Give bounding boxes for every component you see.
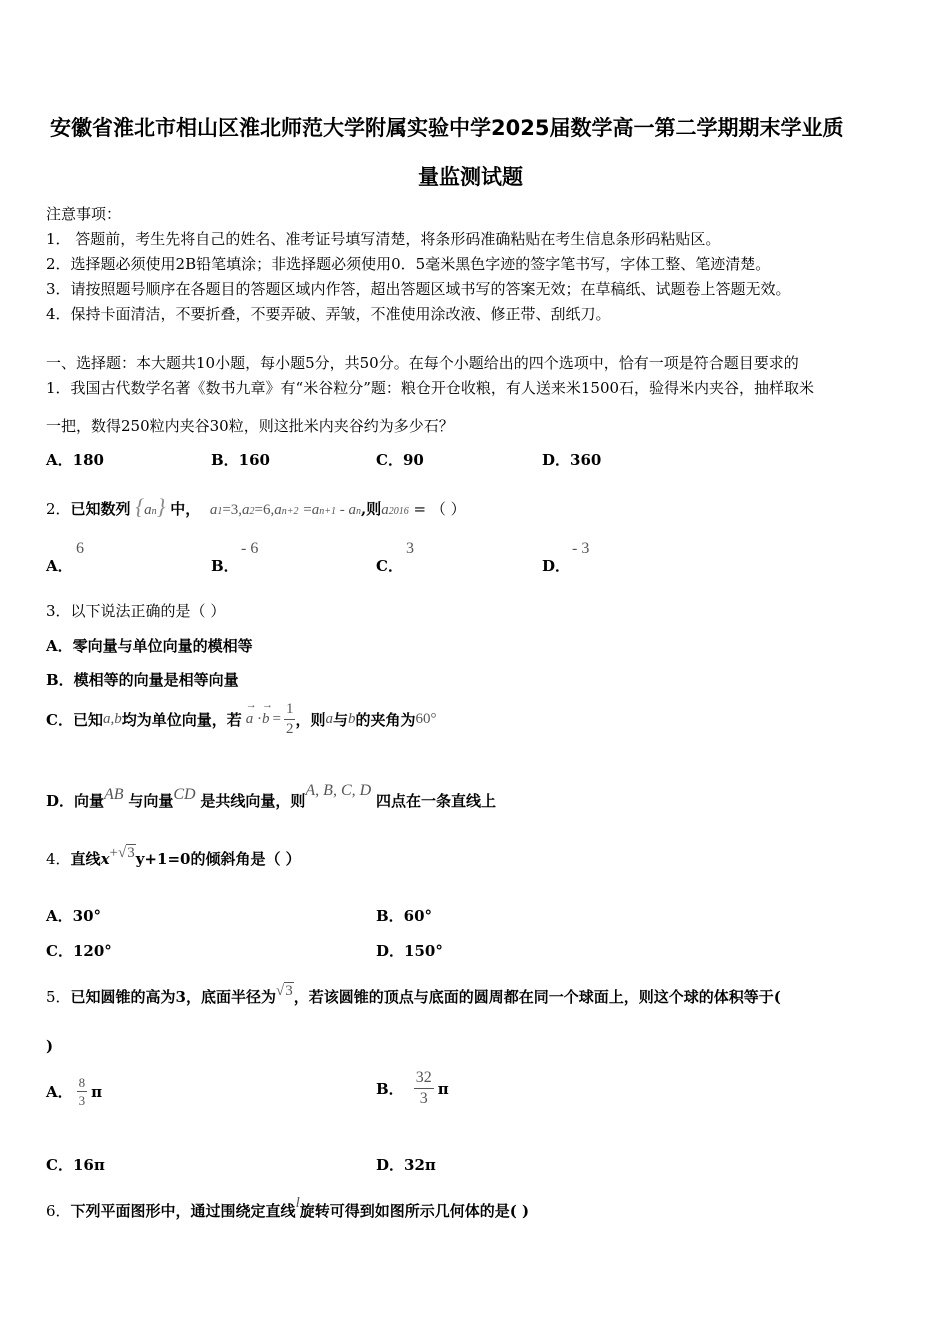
q5-stem: 5．已知圆锥的高为3，底面半径为√3，若该圆锥的顶点与底面的圆周都在同一个球面上，则这个球的体积等于( xyxy=(46,983,781,1006)
notice-item-4: 4．保持卡面清洁，不要折叠，不要弄破、弄皱，不准使用涂改液、修正带、刮纸刀。 xyxy=(46,305,611,323)
page-title-continued: 量监测试题 xyxy=(418,165,523,189)
q1-stem-line2: 一把，数得250粒内夹谷30粒，则这批米内夹谷约为多少石？ xyxy=(46,417,454,435)
q5-option-b: B． $\frac{32}{3}$ π xyxy=(376,1069,449,1107)
q2-option-d-value: - 3 xyxy=(572,540,590,557)
q3-option-b: B．模相等的向量是相等向量 xyxy=(46,671,239,689)
q2-option-a-label: A． xyxy=(46,557,73,575)
q1-option-c: C．90 xyxy=(376,451,424,469)
q4-option-b: B．60° xyxy=(376,907,433,925)
q3-option-d: D．向量AB 与向量CD 是共线向量，则A, B, C, D 四点在一条直线上 xyxy=(46,782,496,810)
q2-option-c-label: C． xyxy=(376,557,403,575)
q3-option-c: C．已知 a,b 均为单位向量，若 → a · → b = $\frac{1}{2}$ ，则 a 与 b 的夹角为 60° xyxy=(46,699,437,737)
notice-item-1: 1． 答题前，考生先将自己的姓名、准考证号填写清楚，将条形码准确粘贴在考生信息条形码粘贴区。 xyxy=(46,230,721,248)
q3-option-a: A．零向量与单位向量的模相等 xyxy=(46,637,253,655)
q4-option-a: A．30° xyxy=(46,907,102,925)
q5-option-d: D．32π xyxy=(376,1156,436,1174)
q2-stem: 2．已知数列 {an} 中， a1=3,a2=6,an+2 =an+1 - an,则a2016 = （ ） xyxy=(46,494,466,519)
q1-option-b: B．160 xyxy=(211,451,270,469)
section-heading: 一、选择题：本大题共10小题，每小题5分，共50分。在每个小题给出的四个选项中，恰有一项是符合题目要求的 xyxy=(46,354,799,372)
q4-stem: 4．直线x+√3y+1=0的倾斜角是（ ） xyxy=(46,845,301,868)
q2-option-a-value: 6 xyxy=(76,540,84,557)
q2-option-d-label: D． xyxy=(542,557,571,575)
q4-option-d: D．150° xyxy=(376,942,443,960)
q5-option-a: A． $\frac{8}{3}$ π xyxy=(46,1075,103,1108)
q2-option-b-value: - 6 xyxy=(241,540,259,557)
q2-option-c-value: 3 xyxy=(406,540,414,557)
q1-option-d: D．360 xyxy=(542,451,602,469)
q4-option-c: C．120° xyxy=(46,942,112,960)
notice-item-2: 2．选择题必须使用2B铅笔填涂；非选择题必须使用0．5毫米黑色字迹的签字笔书写，字体工整、笔迹清楚。 xyxy=(46,255,771,273)
notice-item-3: 3．请按照题号顺序在各题目的答题区域内作答，超出答题区域书写的答案无效；在草稿纸、试题卷上答题无效。 xyxy=(46,280,791,298)
q5-stem-close: ) xyxy=(46,1037,54,1055)
q1-stem-line1: 1．我国古代数学名著《数书九章》有“米谷粒分”题：粮仓开仓收粮，有人送来米1500石，验得米内夹谷，抽样取米 xyxy=(46,379,815,397)
q1-option-a: A．180 xyxy=(46,451,104,469)
q6-stem: 6．下列平面图形中，通过围绕定直线l旋转可得到如图所示几何体的是( ) xyxy=(46,1195,530,1220)
q3-stem: 3．以下说法正确的是（ ） xyxy=(46,602,226,620)
notice-heading: 注意事项： xyxy=(46,205,122,223)
q2-option-b-label: B． xyxy=(211,557,239,575)
page-title: 安徽省淮北市相山区淮北师范大学附属实验中学2025届数学高一第二学期期末学业质 xyxy=(50,116,844,140)
q5-option-c: C．16π xyxy=(46,1156,105,1174)
